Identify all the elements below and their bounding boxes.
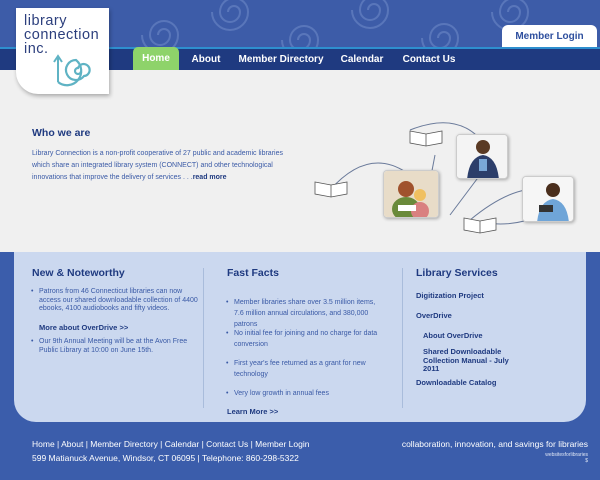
- fact-item-2: [226, 328, 384, 350]
- footer-links[interactable]: Home | About | Member Directory | Calendar | Contact Us | Member Login: [32, 439, 310, 449]
- news-item-1: [31, 288, 199, 314]
- site-logo[interactable]: [16, 8, 109, 94]
- family-reading-image: [384, 171, 439, 218]
- photo-family-reading: [383, 170, 439, 218]
- fact-item-1: [226, 297, 384, 330]
- collection-manual-link[interactable]: Shared Downloadable Collection Manual - July 2011: [423, 347, 509, 373]
- bullet-icon: •: [31, 338, 34, 345]
- footer-tagline: collaboration, innovation, and savings for libraries: [401, 439, 588, 449]
- digitization-project-link[interactable]: Digitization Project: [416, 291, 484, 300]
- column-divider: [402, 268, 403, 408]
- nav-member-directory[interactable]: Member Directory: [238, 54, 324, 65]
- footer-credit[interactable]: [545, 452, 588, 464]
- student-image: [457, 135, 508, 179]
- news-heading: New & Noteworthy: [32, 267, 125, 279]
- bullet-icon: •: [226, 330, 229, 337]
- footer-credit-line1: websitesforlibraries: [545, 452, 588, 458]
- nav-calendar[interactable]: Calendar: [340, 54, 384, 65]
- learn-more-link[interactable]: Learn More >>: [227, 407, 279, 416]
- open-book-icon: [462, 214, 498, 234]
- woman-reading-image: [523, 177, 574, 222]
- downloadable-catalog-link[interactable]: Downloadable Catalog: [416, 378, 497, 387]
- services-heading: Library Services: [416, 267, 498, 279]
- fact-item-3-text: First year's fee returned as a grant for new technology: [234, 360, 366, 378]
- bullet-icon: •: [226, 360, 229, 367]
- fact-item-1-text: Member libraries share over 3.5 million items, 7.6 million annual circulations, and 380,000 patrons: [234, 299, 376, 328]
- who-we-are-heading: Who we are: [32, 127, 91, 139]
- bullet-icon: •: [31, 288, 34, 295]
- photo-student: [456, 134, 508, 179]
- logo-text-inc: inc.: [24, 41, 49, 57]
- fact-item-4-text: Very low growth in annual fees: [234, 390, 329, 397]
- fact-item-2-text: No initial fee for joining and no charge for data conversion: [234, 330, 378, 348]
- overdrive-more-link[interactable]: More about OverDrive >>: [39, 323, 129, 332]
- info-panel: [14, 252, 586, 422]
- facts-heading: Fast Facts: [227, 267, 279, 279]
- news-item-1-text: Patrons from 46 Connecticut libraries can now access our shared downloadable collection of 4400 ebooks, 4100 audiobooks and fifty videos.: [39, 288, 198, 312]
- footer-address: 599 Matianuck Avenue, Windsor, CT 06095 | Telephone: 860-298-5322: [32, 453, 299, 463]
- news-item-2: [31, 338, 199, 355]
- nav-about[interactable]: About: [191, 54, 221, 65]
- logo-text-library: library: [24, 13, 67, 29]
- member-login-button[interactable]: Member Login: [502, 25, 597, 48]
- bullet-icon: •: [226, 299, 229, 306]
- nav-home[interactable]: Home: [133, 47, 179, 70]
- open-book-icon: [313, 178, 349, 198]
- photo-woman-reading: [522, 176, 574, 222]
- fact-item-3: [226, 358, 384, 380]
- about-overdrive-link[interactable]: About OverDrive: [423, 331, 483, 340]
- logo-swirl-icon: [52, 52, 96, 90]
- logo-text-connection: connection: [24, 27, 100, 43]
- who-we-are-text: [32, 148, 292, 184]
- nav-contact-us[interactable]: Contact Us: [402, 54, 456, 65]
- footer-credit-line2: $: [585, 458, 588, 464]
- bullet-icon: •: [226, 390, 229, 397]
- read-more-link[interactable]: read more: [192, 174, 227, 181]
- open-book-icon: [408, 127, 444, 147]
- column-divider: [203, 268, 204, 408]
- fact-item-4: [226, 388, 384, 399]
- overdrive-link[interactable]: OverDrive: [416, 311, 452, 320]
- news-item-2-text: Our 9th Annual Meeting will be at the Avon Free Public Library at 10:00 on June 15th.: [39, 338, 188, 354]
- who-description: Library Connection is a non-profit cooperative of 27 public and academic libraries which share an integrated library system (CONNECT) and other technological innovations that improve the delivery of services . . .: [32, 150, 283, 181]
- site-footer: [0, 422, 600, 480]
- content-area: [0, 70, 600, 252]
